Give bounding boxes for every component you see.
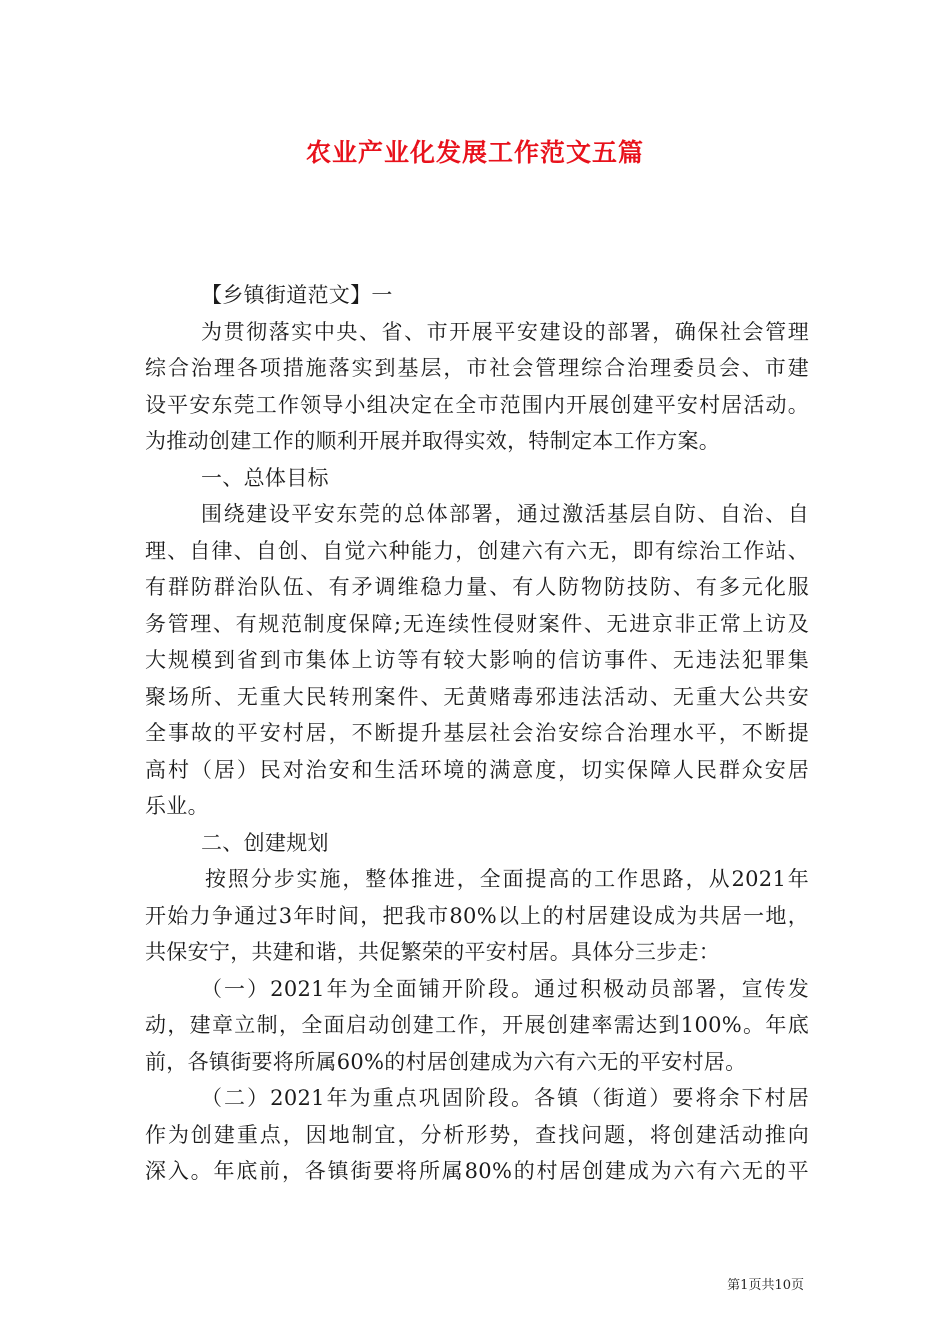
document-title: 农业产业化发展工作范文五篇 <box>305 138 644 167</box>
text-line: 务管理、有规范制度保障;无连续性侵财案件、无进京非正常上访及 <box>145 611 809 636</box>
text-line: 二、创建规划 <box>201 830 329 855</box>
text-line: 一、总体目标 <box>201 465 329 490</box>
text-line: 全事故的平安村居，不断提升基层社会治安综合治理水平，不断提 <box>145 721 809 745</box>
text-line: 大规模到省到市集体上访等有较大影响的信访事件、无违法犯罪集 <box>145 648 809 672</box>
text-line: （一）2021年为全面铺开阶段。通过积极动员部署，宣传发 <box>201 976 809 1001</box>
text-line: 【乡镇街道范文】一 <box>201 283 393 307</box>
text-line: （二）2021年为重点巩固阶段。各镇（街道）要将余下村居 <box>201 1086 809 1110</box>
text-line: 深入。年底前，各镇街要将所属80%的村居创建成为六有六无的平 <box>145 1159 809 1183</box>
text-line: 有群防群治队伍、有矛调维稳力量、有人防物防技防、有多元化服 <box>145 575 809 599</box>
text-line: 前，各镇街要将所属60%的村居创建成为六有六无的平安村居。 <box>145 1049 747 1074</box>
text-line: 为推动创建工作的顺利开展并取得实效，特制定本工作方案。 <box>145 429 721 453</box>
text-line: 围绕建设平安东莞的总体部署，通过激活基层自防、自治、自 <box>201 502 809 526</box>
text-line: 作为创建重点，因地制宜，分析形势，查找问题，将创建活动推向 <box>145 1122 809 1147</box>
text-line: 开始力争通过3年时间，把我市80%以上的村居建设成为共居一地， <box>145 903 809 928</box>
text-line: 共保安宁，共建和谐，共促繁荣的平安村居。具体分三步走： <box>145 940 721 964</box>
text-line: 动，建章立制，全面启动创建工作，开展创建率需达到100%。年底 <box>145 1013 809 1037</box>
text-line: 乐业。 <box>145 794 209 818</box>
text-line: 设平安东莞工作领导小组决定在全市范围内开展创建平安村居活动。 <box>145 392 809 417</box>
text-line: 为贯彻落实中央、省、市开展平安建设的部署，确保社会管理 <box>201 319 809 344</box>
text-line: 综合治理各项措施落实到基层，市社会管理综合治理委员会、市建 <box>145 356 809 380</box>
page-footer: 第1页共10页 <box>727 1278 804 1293</box>
text-line: 高村（居）民对治安和生活环境的满意度，切实保障人民群众安居 <box>145 757 809 782</box>
text-line: 按照分步实施，整体推进，全面提高的工作思路，从2021年 <box>205 867 809 891</box>
document-body <box>145 277 809 1190</box>
text-line: 聚场所、无重大民转刑案件、无黄赌毒邪违法活动、无重大公共安 <box>145 684 809 709</box>
text-line: 理、自律、自创、自觉六种能力，创建六有六无，即有综治工作站、 <box>145 538 809 563</box>
